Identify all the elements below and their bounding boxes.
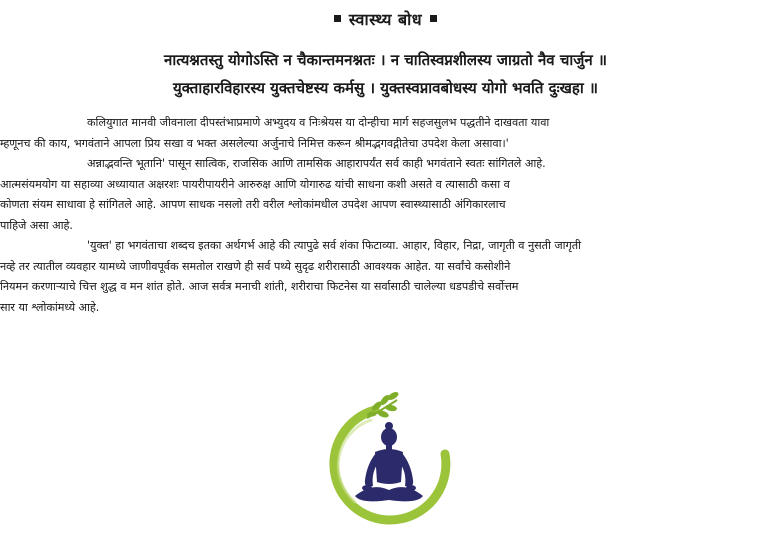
paragraph-2 — [0, 154, 771, 236]
document-title — [0, 8, 771, 30]
meditation-logo-svg — [327, 392, 452, 532]
paragraph-line: पाहिजे असा आहे. — [0, 218, 73, 232]
paragraph-1 — [0, 113, 771, 154]
meditating-figure — [355, 422, 423, 501]
title-bullet-left — [334, 15, 341, 22]
paragraph-line: अन्नाद्भवन्ति भूतानि' पासून सात्विक, राजसिक आणि तामसिक आहारापर्यंत सर्व काही भगवंताने स्वतः सांगितले आहे. — [87, 157, 546, 170]
paragraph-line: कलियुगात मानवी जीवनाला दीपस्तंभाप्रमाणे अभ्युदय व निःश्रेयस या दोन्हीचा मार्ग सहजसुलभ पद्धतीने दाखवता यावा — [87, 116, 550, 129]
meditation-lotus-pose-icon — [327, 392, 452, 532]
paragraph-3 — [0, 236, 771, 318]
paragraph-line: नियमन करणाऱ्याचे चित्त शुद्ध व मन शांत होते. आज सर्वत्र मनाची शांती, शरीराचा फिटनेस या सर्वासाठी चालेल्या धडपडीचे सर्वोत्तम — [0, 280, 519, 293]
body-text — [0, 113, 771, 318]
title-bullet-right — [430, 15, 437, 22]
leaf-branch-icon — [367, 392, 400, 419]
paragraph-line: म्हणूनच की काय, भगवंताने आपला प्रिय सखा व भक्त असलेल्या अर्जुनाचे निमित्त करून श्रीमद्भगवद्गीतेचा उपदेश केला असावा।' — [0, 136, 509, 150]
paragraph-line: आत्मसंयमयोग या सहाव्या अध्यायात अक्षरशः पायरीपायरीने आरुरुक्ष आणि योगारुढ यांची साधना कशी असते व त्यासाठी कसा व — [0, 177, 510, 191]
document-title-text: स्वास्थ्य बोध — [348, 10, 423, 29]
verse-line-1: नात्यश्नतस्तु योगोऽस्ति न चैकान्तमनश्नतः । न चातिस्वप्नशीलस्य जाग्रतो नैव चार्जुन ॥ — [164, 51, 607, 69]
verse-line-2: युक्ताहारविहारस्य युक्तचेष्टस्य कर्मसु । युक्तस्वप्नावबोधस्य योगो भवति दुःखहा ॥ — [173, 79, 598, 97]
paragraph-line: कोणता संयम साधावा हे सांगितले आहे. आपण साधक नसलो तरी वरील श्लोकांमधील उपदेश आपण स्वास्थ्यासाठी अंगिकारलाच — [0, 198, 506, 211]
paragraph-line: सार या श्लोकांमध्ये आहे. — [0, 300, 100, 314]
paragraph-line: 'युक्त' हा भगवंताचा शब्दच इतका अर्थगर्भ आहे की त्यापुढे सर्व शंका फिटाव्या. आहार, विहार, निद्रा, जागृती व नुसती जागृती — [87, 239, 581, 252]
paragraph-line: नव्हे तर त्यातील व्यवहार यामध्ये जाणीवपूर्वक समतोल राखणे ही सर्व पथ्ये सुदृढ शरीरासाठी आवश्यक आहेत. या सर्वांचे कसोशीने — [0, 259, 511, 273]
